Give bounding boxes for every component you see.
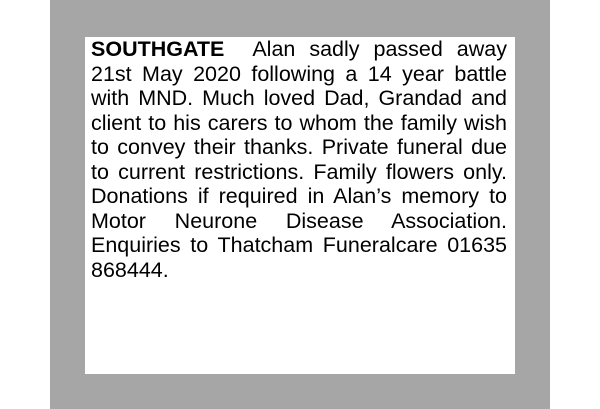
grey-frame bbox=[50, 0, 550, 409]
notice-paragraph bbox=[91, 37, 507, 282]
notice-body: Alan sadly passed away 21st May 2020 following a 14 year battle with MND. Much loved Dad, Grandad and client to his carers to whom the family wish to convey their thanks. Private funeral due to current restrictions. Family flowers only. Donations if required in Alan’s memory to Motor Neurone Disease Association. Enquiries to Thatcham Funeralcare 01635 868444. bbox=[91, 37, 507, 282]
notice-surname: SOUTHGATE bbox=[91, 37, 225, 61]
death-notice bbox=[85, 37, 515, 374]
